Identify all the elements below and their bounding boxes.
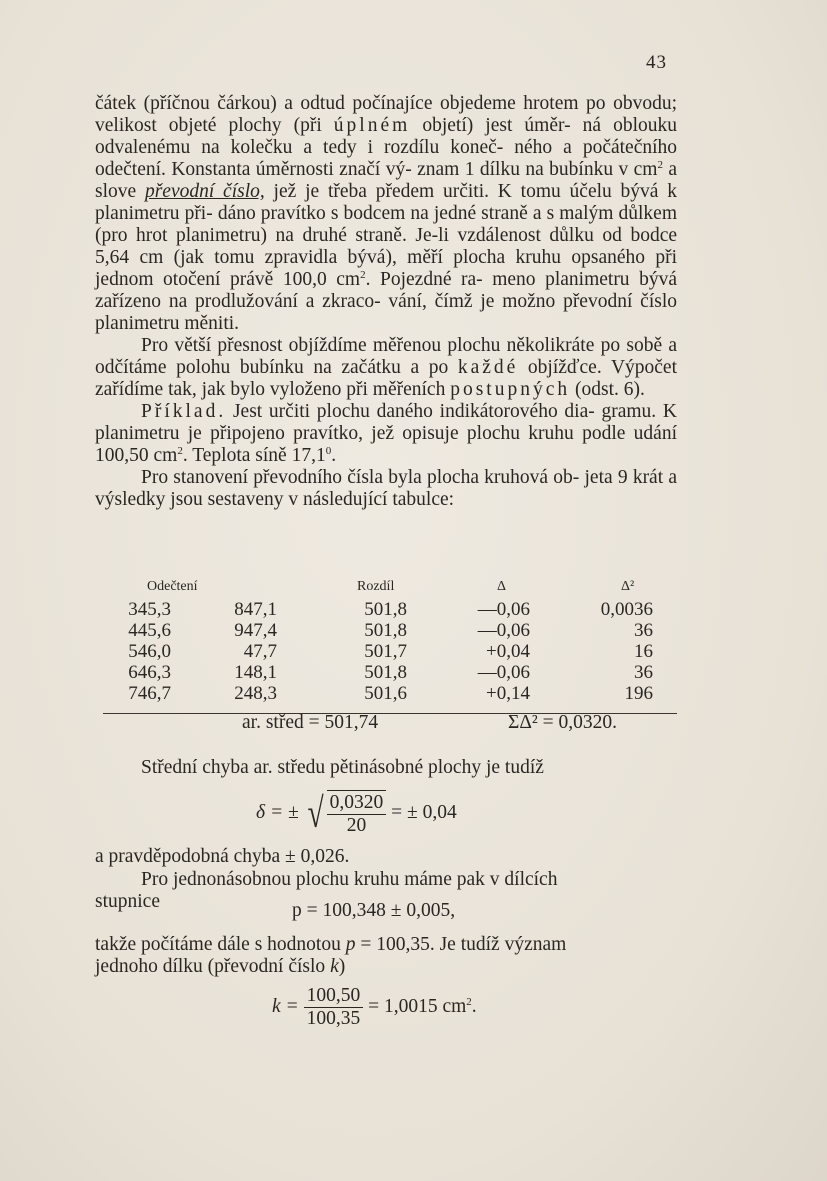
table-header	[105, 577, 677, 599]
paragraph-2: Pro větší přesnost objíždíme měřenou plochu několikráte po sobě a odčítáme polohu bubínku na začátku a po každé objížďce. Výpočet zařídíme tak, jak bylo vyloženo při měřeních postupných (odst. 6).	[95, 335, 678, 400]
table-row: 546,0 47,7 501,7 +0,04 16	[128, 641, 653, 662]
table-row: 445,6 947,4 501,8 —0,06 36	[128, 620, 653, 641]
header-rozdil: Rozdíl	[357, 579, 395, 594]
paragraph-8: takže počítáme dále s hodnotou p = 100,35. Je tudíž význam jednoho dílku (převodní číslo k)	[95, 934, 567, 977]
paragraph-6: a pravděpodobná chyba ± 0,026.	[95, 846, 350, 867]
table-row: 746,7 248,3 501,6 +0,14 196	[128, 683, 653, 704]
paragraph-4: Pro stanovení převodního čísla byla plocha kruhová ob- jeta 9 krát a výsledky jsou sestaveny v následující tabulce:	[95, 467, 677, 510]
term-prevodni-cislo: převodní číslo,	[144, 181, 265, 202]
table-row: 646,3 148,1 501,8 —0,06 36	[128, 662, 653, 683]
sqrt-sign: √	[307, 790, 324, 837]
arithmetic-mean: ar. střed = 501,74	[242, 712, 379, 733]
header-delta-sq: Δ²	[621, 579, 635, 594]
formula-k: k = $\frac{100,50}{100,35}$ = 1,0015 $cm^2$.	[272, 985, 477, 1029]
page-number: 43	[646, 52, 667, 73]
paragraph-5: Střední chyba ar. středu pětinásobné plochy je tudíž	[141, 757, 544, 778]
sum-delta-squared: ΣΔ² = 0,0320.	[508, 712, 617, 733]
table-summary	[0, 712, 827, 738]
paragraph-1: čátek (příčnou čárkou) a odtud počínajíce objedeme hrotem po obvodu; velikost objeté plochy (při úplném objetí) jest úměr- ná oblouku odvalenému na kolečku a tedy i rozdílu koneč- ného a počátečního odečtení. Konstanta úměrnosti značí vý- znam 1 dílku na bubínku v $cm^2$ a slove převodní číslo, jež je třeba předem určiti. K tomu účelu bývá k planimetru při- dáno pravítko s bodcem na jedné straně a s malým důlkem (pro hrot planimetru) na druhé straně. Je-li vzdálenost důlku od bodce 5,64 cm (jak tomu zpravidla bývá), měří plocha kruhu opsaného při jednom otočení právě 100,0 $cm^2$. Pojezdné ra- meno planimetru bývá zařízeno na prodlužování a zkraco- vání, čímž je možno převodní číslo planimetru měniti.	[95, 93, 678, 334]
example-label: Příklad.	[141, 401, 227, 422]
formula-delta: δ = ± √ $\frac{0,0320}{20}$ = ± 0,04	[256, 790, 457, 837]
main-text	[95, 93, 677, 511]
header-delta: Δ	[497, 579, 507, 594]
header-odecteni: Odečtení	[147, 579, 198, 594]
paragraph-7: Pro jednonásobnou plochu kruhu máme pak v dílcích stupnice	[95, 869, 558, 912]
paragraph-3: Příklad. Jest určiti plochu daného indikátorového dia- gramu. K planimetru je připojeno pravítko, jež opisuje plochu kruhu podle udání 100,50 $cm^2$. Teplota síně 17,1$^0$.	[95, 401, 678, 466]
table-row: 345,3 847,1 501,8 —0,06 0,0036	[128, 599, 653, 620]
formula-p: p = 100,348 ± 0,005,	[292, 900, 456, 921]
readings-table	[105, 577, 677, 704]
